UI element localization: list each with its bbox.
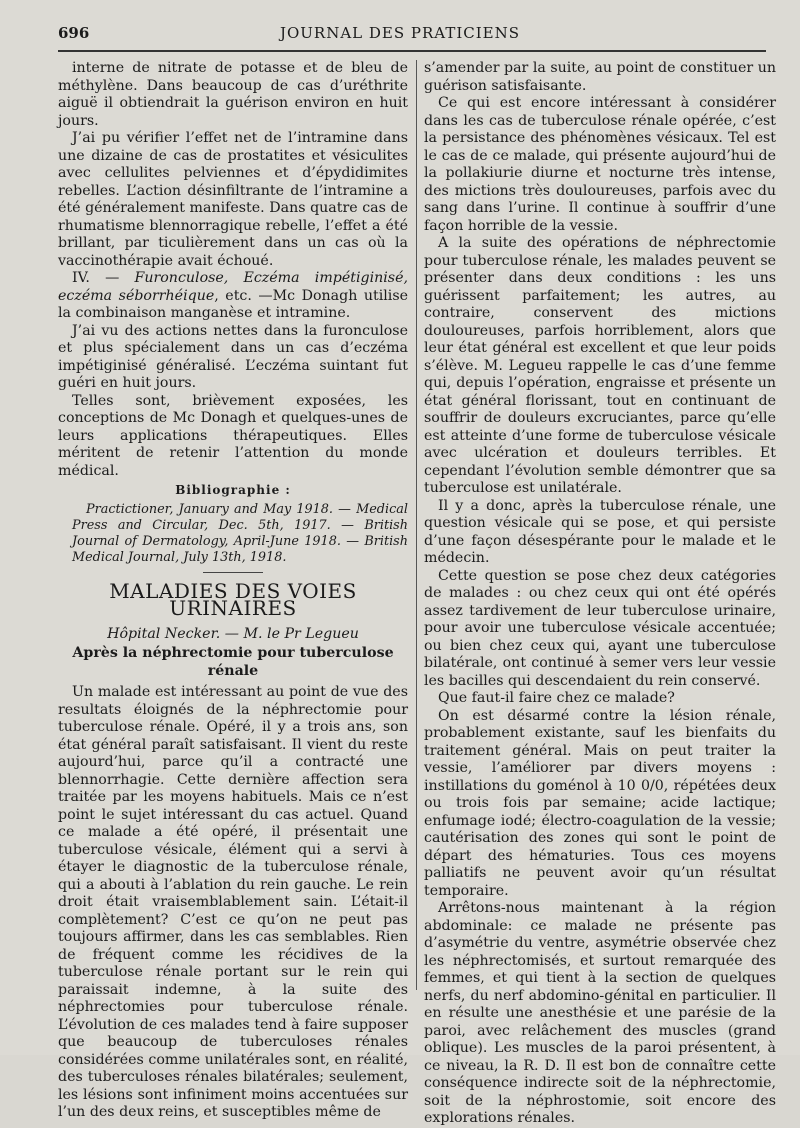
- separator: [203, 572, 263, 573]
- journal-title: JOURNAL DES PRATICIENS: [279, 24, 521, 42]
- header-rule: [58, 50, 766, 52]
- paragraph: J’ai pu vérifier l’effet net de l’intramine dans une dizaine de cas de prostatites et vésiculites avec cellulites pelviennes et d’épydidimites rebelles. L’action désinfiltrante de l’intramine a été généralement manifeste. Dans quatre cas de rhumatisme blennorragique rebelle, l’effet a été brillant, par ticulièrement dans un cas où la vaccinothérapie avait échoué.: [58, 130, 408, 269]
- paragraph: interne de nitrate de potasse et de bleu de méthylène. Dans beaucoup de cas d’uréthrite aiguë il obtiendrait la guérison environ en huit jours.: [58, 60, 408, 129]
- paragraph: s’amender par la suite, au point de constituer un guérison satisfaisante.: [424, 60, 776, 94]
- paragraph-lead: IV. —: [72, 270, 135, 286]
- right-column: [424, 60, 776, 1128]
- paragraph: Un malade est intéressant au point de vue des resultats éloignés de la néphrectomie pour tuberculose rénale. Opéré, il y a trois ans, son état général paraît satisfaisant. Il vient du reste aujourd’hui, parce qu’il a contracté une blennorrhagie. Cette dernière affection sera traitée par les moyens habituels. Mais ce n’est point le sujet intéressant du cas actuel. Quand ce malade a été opéré, il présentait une tuberculose vésicale, élément qui a servi à étayer le diagnostic de la tuberculose rénale, qui a abouti à l’ablation du rein gauche. Le rein droit était vraisemblablement sain. L’était-il complètement? C’est ce qu’on ne peut pas toujours affirmer, dans les cas semblables. Rien de fréquent comme les récidives de la tuberculose rénale portant sur le rein qui paraissait indemne, à la suite des néphrectomies pour tuberculose rénale. L’évolution de ces malades tend à faire supposer que beaucoup de tuberculoses rénales considérées comme unilatérales sont, en réalité, des tuberculoses rénales bilatérales; seulement, les lésions sont infiniment moins accentuées sur l’un des deux reins, et susceptibles même de: [58, 684, 408, 1120]
- paragraph: Telles sont, brièvement exposées, les conceptions de Mc Donagh et quelques-unes de leurs applications thérapeutiques. Elles méritent de retenir l’attention du monde médical.: [58, 392, 408, 479]
- paragraph-rest: , etc. —Mc Donagh utilise la combinaison manganèse et intramine.: [58, 287, 409, 321]
- paragraph: J’ai vu des actions nettes dans la furonculose et plus spécialement dans un cas d’eczéma impétiginisé généralisé. L’eczéma suintant fut guéri en huit jours.: [58, 322, 408, 391]
- bibliography: Practictioner, January and May 1918. — Medical Press and Circular, Dec. 5th, 1917. — British Journal of Dermatology, April-June 1918. — British Medical Journal, July 13th, 1918.: [72, 501, 408, 565]
- bibliography-heading: Bibliographie :: [175, 483, 291, 497]
- paragraph: Il y a donc, après la tuberculose rénale, une question vésicale qui se pose, et qui persiste d’une façon désespérante pour le malade et le médecin.: [424, 497, 776, 566]
- paragraph-italic: Furonculose, Eczéma impétiginisé, eczéma séborrhéique: [58, 270, 408, 304]
- paragraph: Cette question se pose chez deux catégories de malades : ou chez ceux qui ont été opérés assez tardivement de leur tuberculose urinaire, pour avoir une tuberculose vésicale accentuée; ou bien chez ceux qui, ayant une tuberculose bilatérale, ont continué à semer vers leur vessie les bacilles qui descendaient du rein conservé.: [424, 567, 776, 689]
- paragraph: [58, 270, 408, 323]
- paragraph: A la suite des opérations de néphrectomie pour tuberculose rénale, les malades peuvent se présenter dans deux conditions : les uns guérissent parfaitement; les autres, au contraire, conservent des mictions douloureuses, parfois horriblement, alors que leur état général est excellent et que leur poids s’élève. M. Legueu rappelle le cas d’une femme qui, depuis l’opération, engraisse et présente un état général florissant, tout en continuant de souffrir de douleurs excruciantes, parce qu’elle est atteinte d’une forme de tuberculose vésicale avec ulcération et douleurs terribles. Et cependant l’évolution semble démontrer que sa tuberculose est unilatérale.: [424, 235, 776, 496]
- column-divider: [416, 60, 417, 990]
- paragraph: On est désarmé contre la lésion rénale, probablement existante, sauf les bienfaits du traitement général. Mais on peut traiter la vessie, l’améliorer par divers moyens : instillations du goménol à 10 0/0, répétées deux ou trois fois par semaine; acide lactique; enfumage iodé; électro-coagulation de la vessie; cautérisation des zones qui sont le point de départ des hématuries. Tous ces moyens palliatifs ne peuvent avoir qu’un résultat temporaire.: [424, 707, 776, 899]
- article-title: Après la néphrectomie pour tuberculose rénale: [72, 645, 394, 679]
- paragraph: Ce qui est encore intéressant à considérer dans les cas de tuberculose rénale opérée, c’est la persistance des phénomènes vésicaux. Tel est le cas de ce malade, qui présente aujourd’hui de la pollakiurie diurne et nocturne très intense, des mictions très douloureuses, parfois avec du sang dans l’urine. Il continue à souffrir d’une façon horrible de la vessie.: [424, 95, 776, 234]
- hospital-line: Hôpital Necker. — M. le Pr Legueu: [107, 625, 359, 642]
- section-title: MALADIES DES VOIES URINAIRES: [109, 578, 357, 620]
- paragraph: Arrêtons-nous maintenant à la région abdominale: ce malade ne présente pas d’asymétrie du ventre, asymétrie observée chez les néphrectomisés, et surtout remarquée des femmes, et qui tient à la section de quelques nerfs, du nerf abdomino-génital en particulier. Il en résulte une anesthésie et une parésie de la paroi, avec relâchement des muscles (grand oblique). Les muscles de la paroi présentent, à ce niveau, la R. D. Il est bon de connaître cette conséquence indirecte soit de la néphrectomie, soit de la néphrostomie, soit encore des explorations rénales.: [424, 900, 776, 1126]
- page-number: 696: [58, 24, 90, 42]
- left-column: [58, 60, 408, 1122]
- paragraph: Que faut-il faire chez ce malade?: [438, 690, 675, 706]
